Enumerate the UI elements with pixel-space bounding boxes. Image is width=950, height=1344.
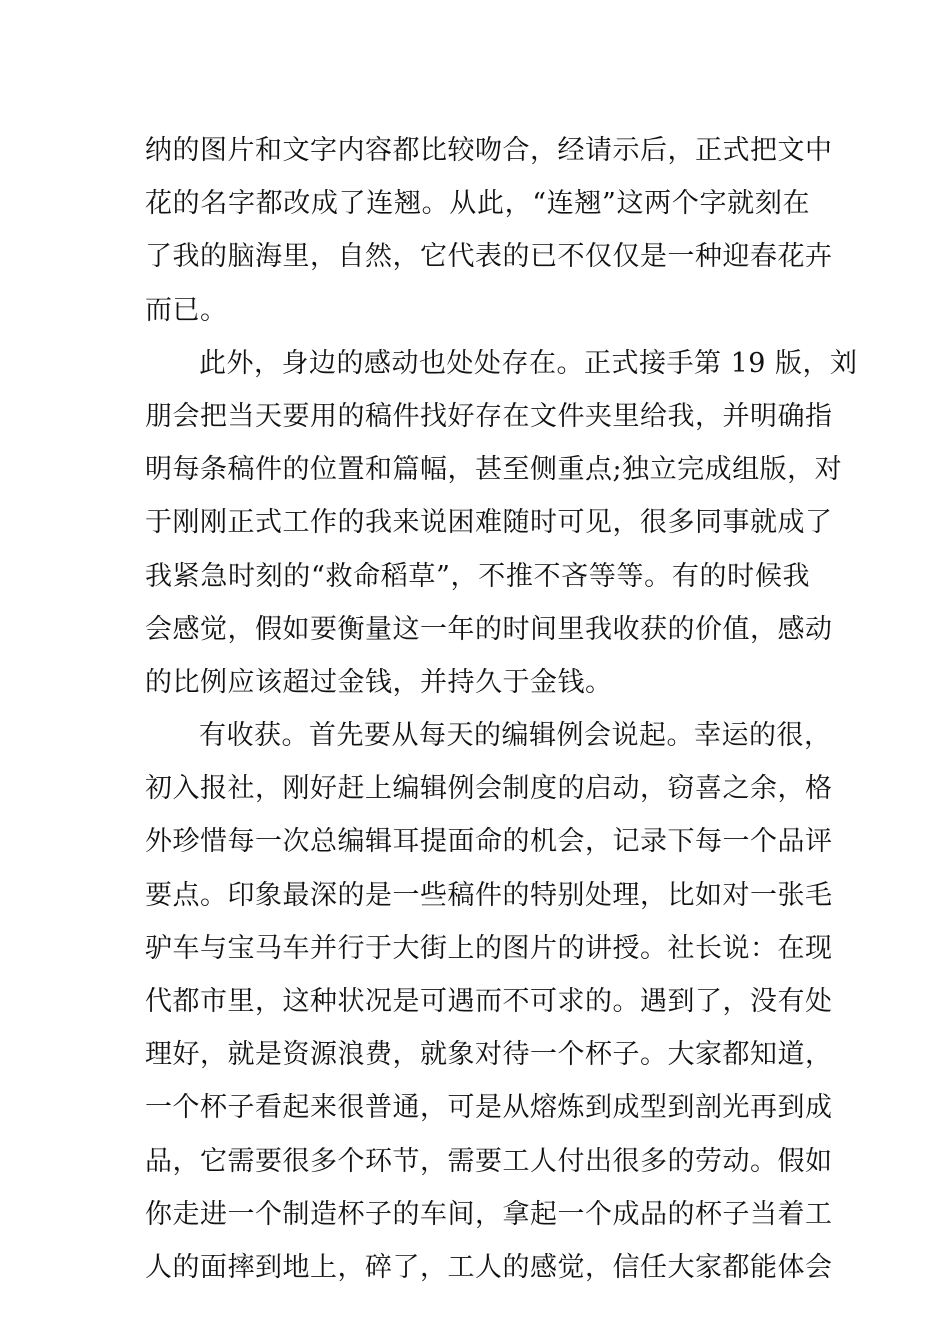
text-line: 品，它需要很多个环节，需要工人付出很多的劳动。假如 xyxy=(145,1145,833,1177)
text-line: 外珍惜每一次总编辑耳提面命的机会，记录下每一个品评 xyxy=(145,826,833,858)
text-line: 的比例应该超过金钱，并持久于金钱。 xyxy=(145,666,613,698)
text-line: 朋会把当天要用的稿件找好存在文件夹里给我，并明确指 xyxy=(145,400,833,432)
text-line: 人的面摔到地上，碎了，工人的感觉，信任大家都能体会 xyxy=(145,1251,833,1283)
text-line: 理好，就是资源浪费，就象对待一个杯子。大家都知道， xyxy=(145,1039,833,1071)
text-line: 纳的图片和文字内容都比较吻合，经请示后，正式把文中 xyxy=(145,135,833,166)
text-line: 初入报社，刚好赶上编辑例会制度的启动，窃喜之余，格 xyxy=(145,773,833,805)
text-line: 驴车与宝马车并行于大街上的图片的讲授。社长说：在现 xyxy=(145,932,833,964)
text-line: 要点。印象最深的是一些稿件的特别处理，比如对一张毛 xyxy=(145,879,833,911)
text-line: 一个杯子看起来很普通，可是从熔炼到成型到剖光再到成 xyxy=(145,1092,833,1124)
text-line: 代都市里，这种状况是可遇而不可求的。遇到了，没有处 xyxy=(145,986,833,1017)
text-line: 明每条稿件的位置和篇幅，甚至侧重点;独立完成组版，对 xyxy=(145,454,843,486)
text-line: 而已。 xyxy=(145,294,228,326)
text-line: 花的名字都改成了连翘。从此，“连翘”这两个字就刻在 xyxy=(145,188,810,220)
text-line: 于刚刚正式工作的我来说困难随时可见，很多同事就成了 xyxy=(145,507,833,539)
text-line: 你走进一个制造杯子的车间，拿起一个成品的杯子当着工 xyxy=(145,1198,833,1230)
text-line: 我紧急时刻的“救命稻草”，不推不吝等等。有的时候我 xyxy=(145,560,810,592)
body-text xyxy=(145,124,858,1294)
text-line: 了我的脑海里，自然，它代表的已不仅仅是一种迎春花卉 xyxy=(145,241,833,273)
text-line: 会感觉，假如要衡量这一年的时间里我收获的价值，感动 xyxy=(145,613,833,645)
text-line: 此外，身边的感动也处处存在。正式接手第 19 版，刘 xyxy=(199,347,858,379)
text-line: 有收获。首先要从每天的编辑例会说起。幸运的很， xyxy=(199,720,832,752)
